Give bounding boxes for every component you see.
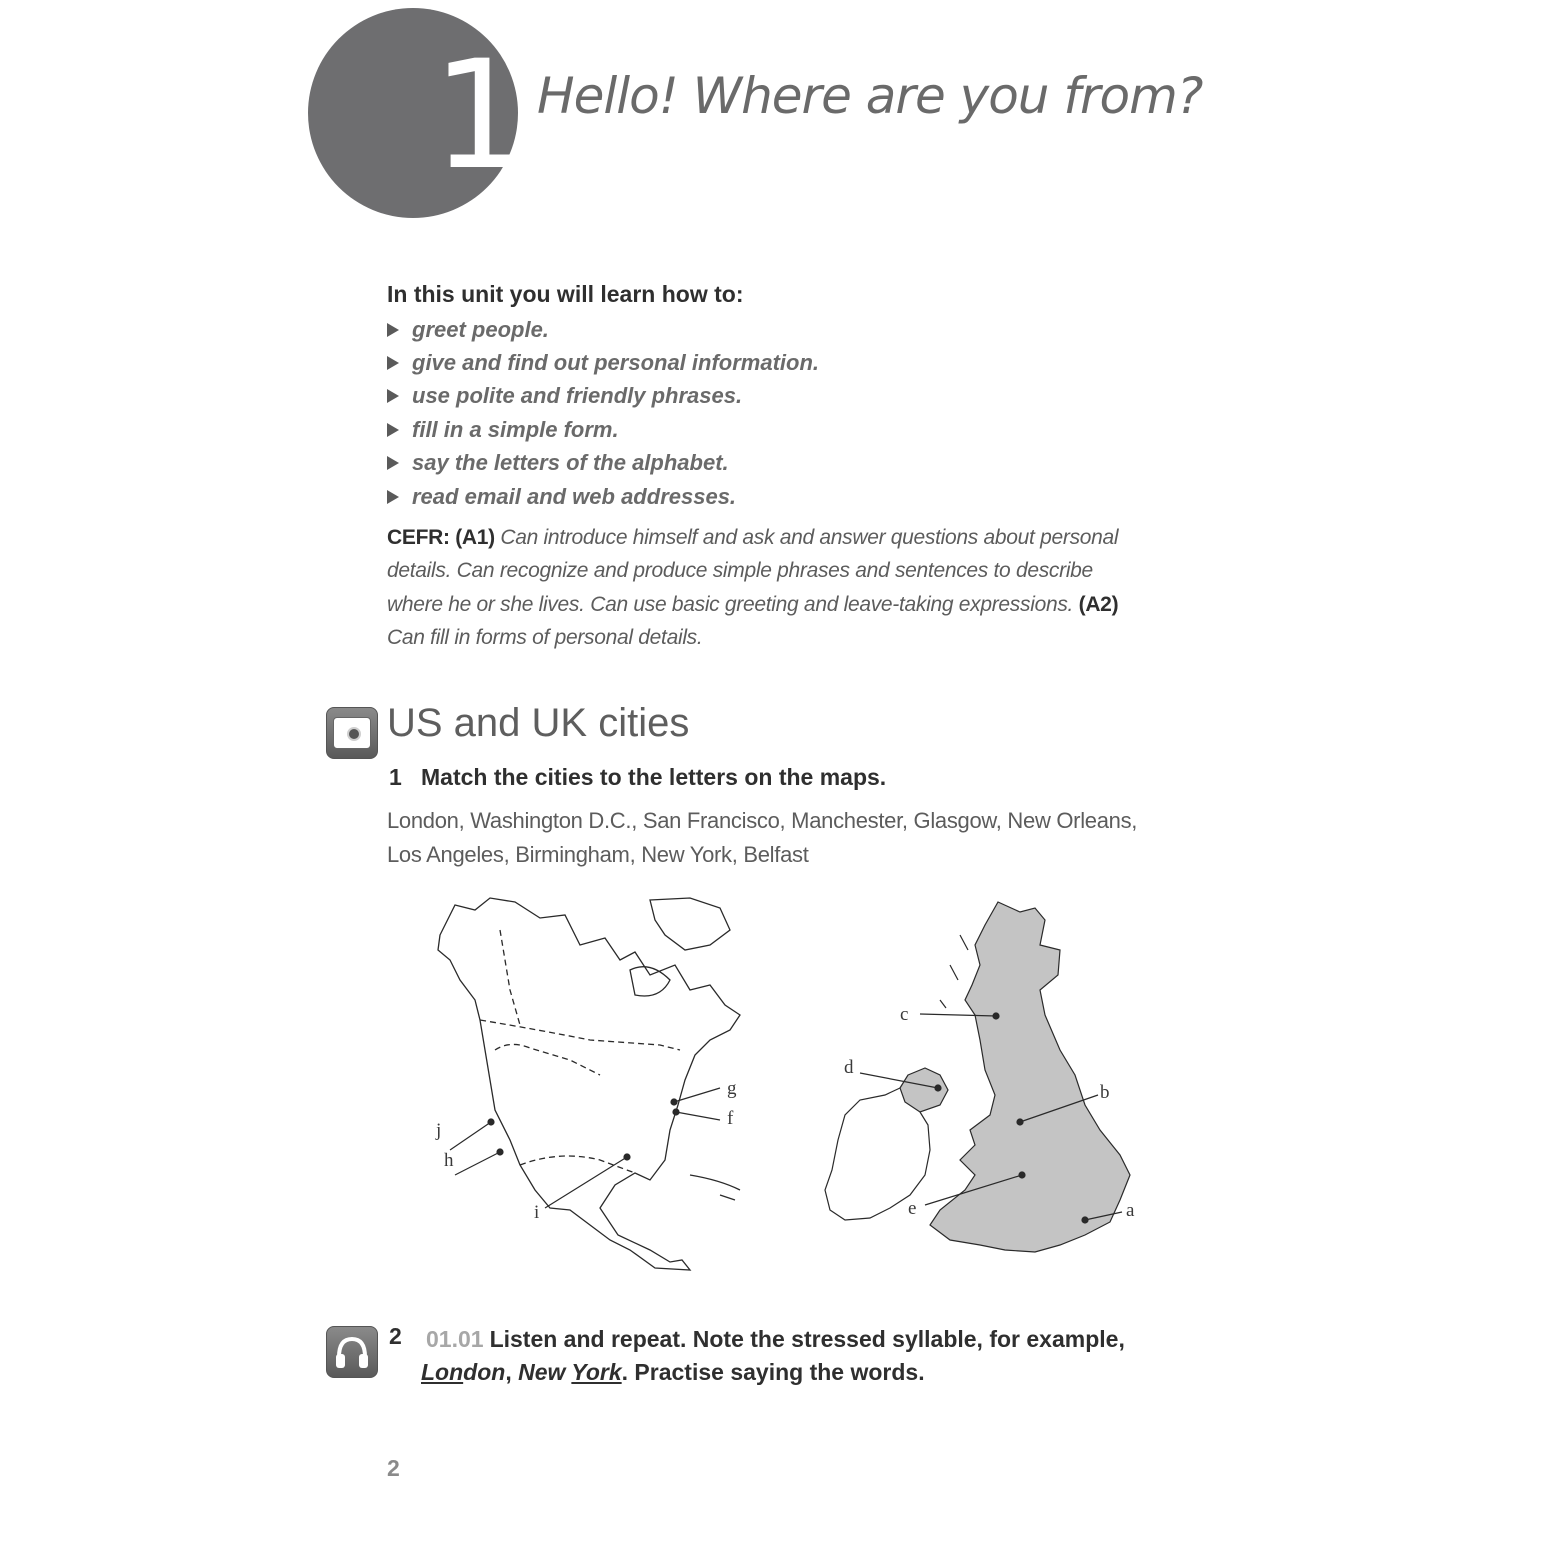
- map-label-i: i: [534, 1202, 540, 1223]
- cefr-label: CEFR: (A1): [387, 526, 495, 549]
- map-label-j: j: [436, 1120, 442, 1141]
- map-label-g: g: [727, 1078, 737, 1099]
- example-word-part: don: [463, 1359, 506, 1385]
- cefr-label-a2: (A2): [1078, 592, 1119, 616]
- objectives-heading: In this unit you will learn how to:: [387, 281, 744, 307]
- triangle-bullet-icon: [387, 323, 399, 337]
- uk-map: [825, 902, 1130, 1252]
- map-label-b: b: [1100, 1082, 1110, 1103]
- camera-body: [333, 717, 371, 749]
- objective-item: use polite and friendly phrases.: [387, 380, 819, 413]
- triangle-bullet-icon: [387, 389, 399, 403]
- exercise-instruction: 01.01 Listen and repeat. Note the stressed syllable, for example, London, New York. Practise saying the words.: [421, 1326, 1125, 1385]
- objectives-list: [387, 313, 819, 513]
- us-city-markers: [450, 1088, 720, 1208]
- us-map-labels: [435, 1078, 737, 1223]
- objective-item: say the letters of the alphabet.: [387, 447, 819, 480]
- section-title: US and UK cities: [387, 701, 690, 745]
- map-label-a: a: [1126, 1200, 1135, 1221]
- map-label-h: h: [444, 1150, 454, 1171]
- headphones-glyph: [327, 1327, 377, 1377]
- map-label-d: d: [844, 1057, 854, 1078]
- triangle-bullet-icon: [387, 423, 399, 437]
- maps-figure: [420, 890, 1150, 1275]
- objective-item: fill in a simple form.: [387, 413, 819, 446]
- triangle-bullet-icon: [387, 356, 399, 370]
- example-word-stressed: Lon: [421, 1359, 464, 1385]
- exercise-number: 2: [389, 1323, 402, 1349]
- headphones-icon[interactable]: [326, 1326, 378, 1378]
- unit-title: Hello! Where are you from?: [537, 67, 1203, 125]
- north-america-map: [438, 898, 740, 1270]
- map-label-c: c: [900, 1004, 909, 1025]
- objective-item: read email and web addresses.: [387, 480, 819, 513]
- unit-number: 1: [432, 29, 522, 203]
- exercise-instruction: Match the cities to the letters on the maps.: [421, 764, 887, 790]
- triangle-bullet-icon: [387, 490, 399, 504]
- map-label-e: e: [908, 1198, 917, 1219]
- cefr-description: CEFR: (A1) Can introduce himself and ask and answer questions about personal details. Can recognize and produce simple phrases and sentences to describe where he or she lives. Can use basic greeting and leave-taking expressions. (A2) Can fill in forms of personal details.: [387, 526, 1119, 650]
- triangle-bullet-icon: [387, 456, 399, 470]
- city-list: London, Washington D.C., San Francisco, Manchester, Glasgow, New Orleans, Los Angeles, Birmingham, New York, Belfast: [387, 808, 1138, 867]
- example-word-part: New: [518, 1359, 572, 1385]
- exercise-number: 1: [389, 764, 402, 790]
- example-word-stressed: York: [571, 1359, 622, 1385]
- audio-track-number[interactable]: 01.01: [426, 1326, 484, 1352]
- camera-icon: [326, 707, 378, 759]
- objective-item: give and find out personal information.: [387, 346, 819, 379]
- objective-item: greet people.: [387, 313, 819, 346]
- map-label-f: f: [727, 1108, 734, 1129]
- page-number: 2: [387, 1455, 400, 1481]
- camera-lens: [347, 727, 361, 741]
